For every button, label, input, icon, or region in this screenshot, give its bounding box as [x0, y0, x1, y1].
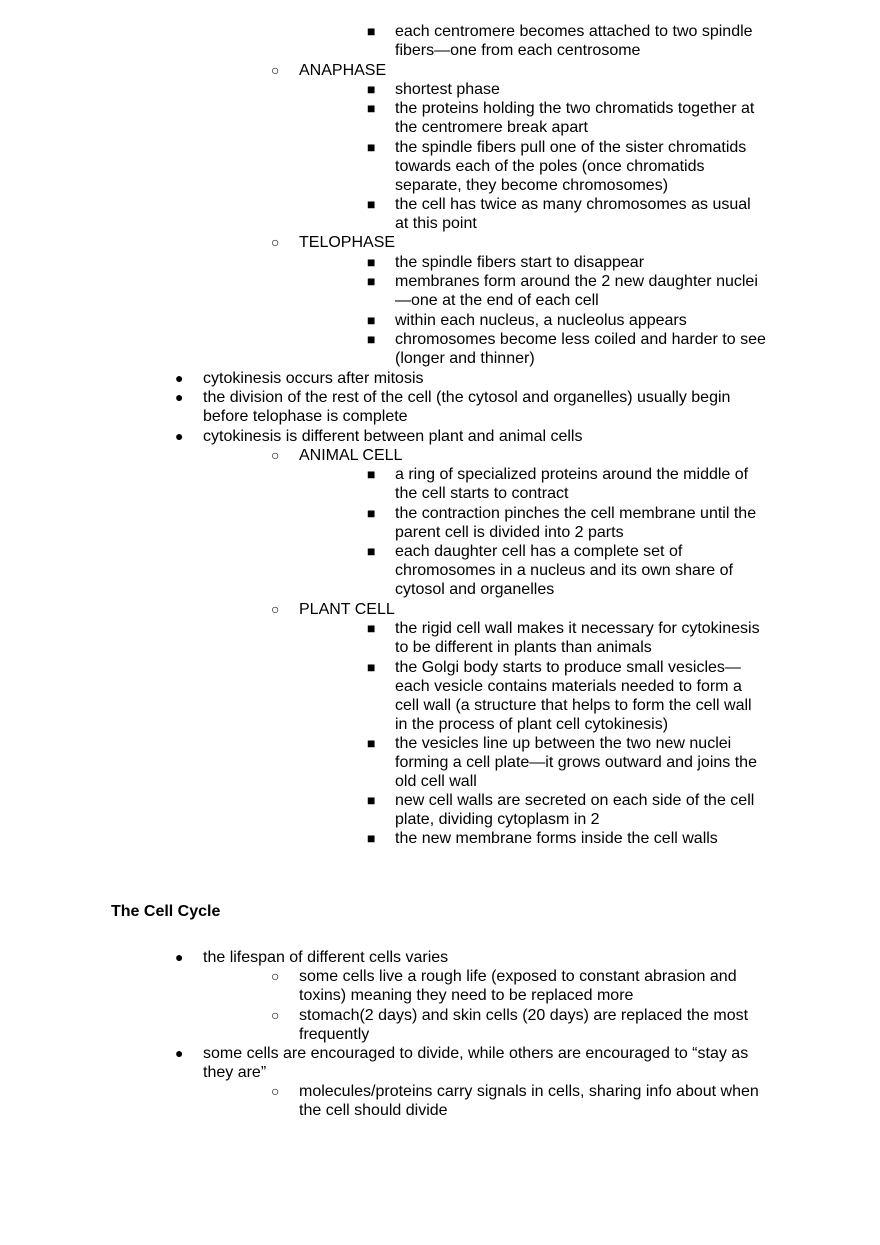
- section-label-animal-cell: ANIMAL CELL: [299, 447, 403, 464]
- list-item-line: (longer and thinner): [395, 350, 535, 367]
- square-bullet-icon: ■: [367, 273, 376, 289]
- list-item-line: each centromere becomes attached to two spindle: [395, 23, 753, 40]
- square-bullet-icon: ■: [367, 196, 376, 212]
- square-bullet-icon: ■: [367, 23, 376, 39]
- list-item-line: a ring of specialized proteins around the middle of: [395, 466, 749, 483]
- list-item-line: —one at the end of each cell: [395, 292, 599, 309]
- list-item-line: within each nucleus, a nucleolus appears: [395, 312, 687, 329]
- circle-bullet-icon: ○: [271, 62, 280, 78]
- square-bullet-icon: ■: [367, 466, 376, 482]
- list-item-line: each vesicle contains materials needed to form a: [395, 678, 742, 695]
- list-item-line: at this point: [395, 215, 477, 232]
- list-item-line: the rigid cell wall makes it necessary for cytokinesis: [395, 620, 760, 637]
- square-bullet-icon: ■: [367, 735, 376, 751]
- circle-bullet-icon: ○: [271, 234, 280, 250]
- list-item-line: each daughter cell has a complete set of: [395, 543, 683, 560]
- dot-bullet-icon: ●: [175, 1045, 184, 1061]
- list-item-line: molecules/proteins carry signals in cells, sharing info about when: [299, 1083, 759, 1100]
- square-bullet-icon: ■: [367, 620, 376, 636]
- list-item-line: cytokinesis occurs after mitosis: [203, 370, 424, 387]
- list-item-line: new cell walls are secreted on each side of the cell: [395, 792, 755, 809]
- list-item-line: in the process of plant cell cytokinesis): [395, 716, 669, 733]
- list-item-line: old cell wall: [395, 773, 477, 790]
- section-label-plant-cell: PLANT CELL: [299, 601, 395, 618]
- square-bullet-icon: ■: [367, 830, 376, 846]
- circle-bullet-icon: ○: [271, 1007, 280, 1023]
- square-bullet-icon: ■: [367, 254, 376, 270]
- list-item-line: the new membrane forms inside the cell walls: [395, 830, 718, 847]
- list-item-line: the cell has twice as many chromosomes as usual: [395, 196, 751, 213]
- list-item-line: the division of the rest of the cell (the cytosol and organelles) usually begin: [203, 389, 731, 406]
- list-item-line: cytokinesis is different between plant and animal cells: [203, 428, 583, 445]
- dot-bullet-icon: ●: [175, 949, 184, 965]
- list-item-line: the proteins holding the two chromatids together at: [395, 100, 755, 117]
- list-item-line: the spindle fibers start to disappear: [395, 254, 645, 271]
- square-bullet-icon: ■: [367, 331, 376, 347]
- list-item-line: stomach(2 days) and skin cells (20 days) are replaced the most: [299, 1007, 749, 1024]
- list-item-line: they are”: [203, 1064, 267, 1081]
- list-item-line: toxins) meaning they need to be replaced more: [299, 987, 634, 1004]
- list-item-line: the vesicles line up between the two new nuclei: [395, 735, 732, 752]
- list-item-line: to be different in plants than animals: [395, 639, 652, 656]
- list-item-line: cytosol and organelles: [395, 581, 555, 598]
- list-item-line: before telophase is complete: [203, 408, 408, 425]
- circle-bullet-icon: ○: [271, 968, 280, 984]
- phase-label-anaphase: ANAPHASE: [299, 62, 387, 79]
- list-item-line: membranes form around the 2 new daughter nuclei: [395, 273, 758, 290]
- list-item-line: the Golgi body starts to produce small vesicles—: [395, 659, 741, 676]
- list-item-line: fibers—one from each centrosome: [395, 42, 641, 59]
- list-item-line: parent cell is divided into 2 parts: [395, 524, 624, 541]
- list-item-line: forming a cell plate—it grows outward and joins the: [395, 754, 757, 771]
- dot-bullet-icon: ●: [175, 389, 184, 405]
- phase-label-telophase: TELOPHASE: [299, 234, 396, 251]
- list-item-line: frequently: [299, 1026, 370, 1043]
- dot-bullet-icon: ●: [175, 370, 184, 386]
- list-item-line: the centromere break apart: [395, 119, 588, 136]
- list-item-line: separate, they become chromosomes): [395, 177, 669, 194]
- list-item-line: some cells are encouraged to divide, while others are encouraged to “stay as: [203, 1045, 749, 1062]
- circle-bullet-icon: ○: [271, 601, 280, 617]
- list-item-line: cell wall (a structure that helps to form the cell wall: [395, 697, 752, 714]
- square-bullet-icon: ■: [367, 505, 376, 521]
- square-bullet-icon: ■: [367, 543, 376, 559]
- list-item-line: chromosomes become less coiled and harder to see: [395, 331, 766, 348]
- list-item-line: the lifespan of different cells varies: [203, 949, 449, 966]
- list-item-line: the cell should divide: [299, 1102, 448, 1119]
- square-bullet-icon: ■: [367, 312, 376, 328]
- square-bullet-icon: ■: [367, 659, 376, 675]
- square-bullet-icon: ■: [367, 139, 376, 155]
- dot-bullet-icon: ●: [175, 428, 184, 444]
- list-item-line: towards each of the poles (once chromatids: [395, 158, 705, 175]
- circle-bullet-icon: ○: [271, 447, 280, 463]
- square-bullet-icon: ■: [367, 100, 376, 116]
- list-item-line: chromosomes in a nucleus and its own share of: [395, 562, 733, 579]
- list-item-line: the contraction pinches the cell membrane until the: [395, 505, 757, 522]
- section-heading-cell-cycle: The Cell Cycle: [111, 903, 221, 920]
- square-bullet-icon: ■: [367, 81, 376, 97]
- list-item-line: some cells live a rough life (exposed to constant abrasion and: [299, 968, 737, 985]
- square-bullet-icon: ■: [367, 792, 376, 808]
- list-item-line: plate, dividing cytoplasm in 2: [395, 811, 600, 828]
- list-item-line: shortest phase: [395, 81, 500, 98]
- circle-bullet-icon: ○: [271, 1083, 280, 1099]
- list-item-line: the spindle fibers pull one of the sister chromatids: [395, 139, 747, 156]
- list-item-line: the cell starts to contract: [395, 485, 569, 502]
